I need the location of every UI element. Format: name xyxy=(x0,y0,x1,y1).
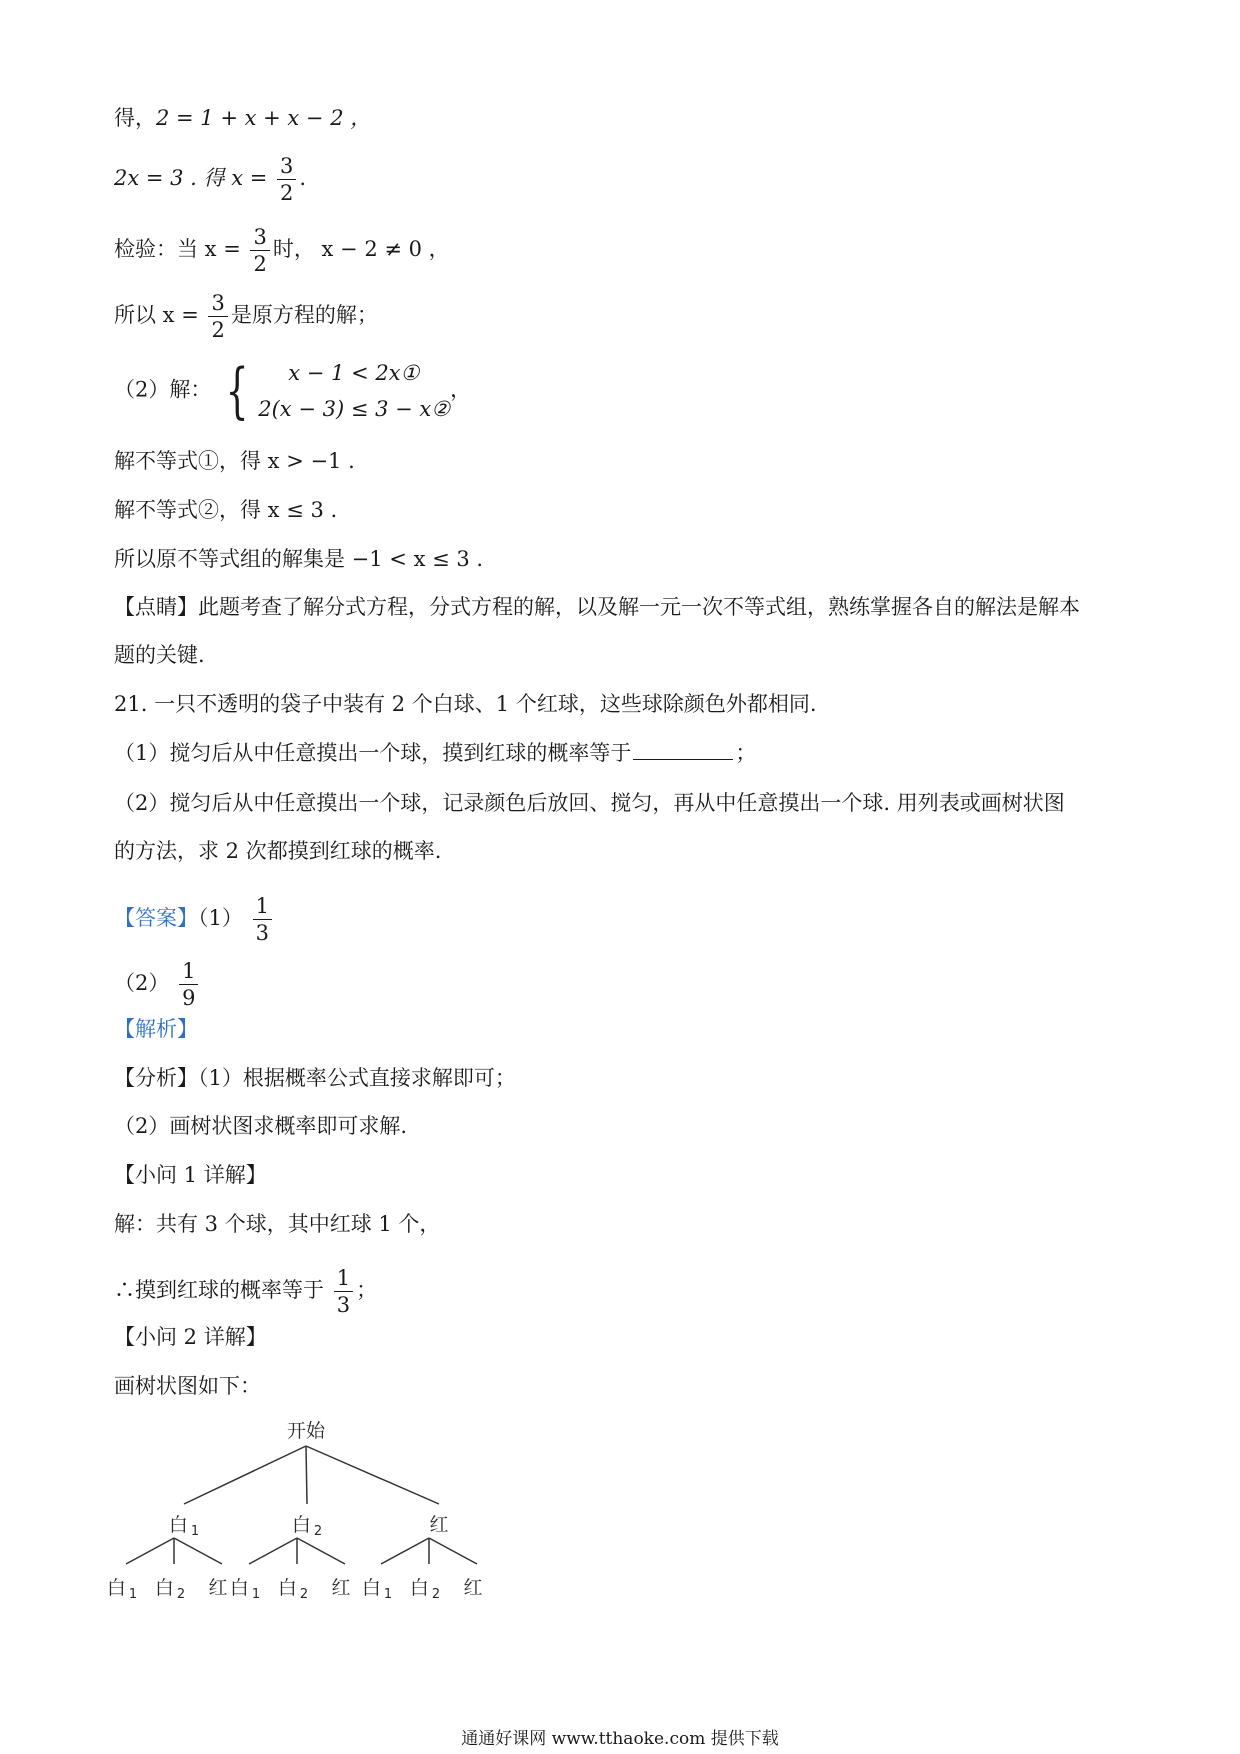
equation-line-1 xyxy=(114,103,371,133)
tree-branch-2-7 xyxy=(381,1538,429,1564)
equation-line-2 xyxy=(114,153,306,206)
text: 所以 x = xyxy=(114,303,199,327)
comment-line-1: 【点睛】此题考查了解分式方程，分式方程的解，以及解一元一次不等式组，熟练掌握各自的解法是解本 xyxy=(114,595,1080,619)
tree-node-level2-5-text: 白 xyxy=(277,1577,297,1599)
tree-node-level2-6 xyxy=(331,1577,350,1599)
text: （1） xyxy=(198,906,243,930)
denominator: 2 xyxy=(253,252,267,276)
tree-node-level2-5 xyxy=(278,1577,308,1602)
text: ； xyxy=(356,1278,378,1302)
tree-branch-2-1 xyxy=(126,1538,174,1564)
text: 时， x − 2 ≠ 0 ， xyxy=(272,237,450,261)
tree-branch-2-9 xyxy=(429,1538,477,1564)
tree-branch-1-3 xyxy=(306,1446,439,1504)
tree-node-level1-2-subscript: 2 xyxy=(313,1524,323,1539)
inequality-system xyxy=(114,355,471,427)
analysis-label: 【解析】 xyxy=(114,1017,198,1041)
tree-branch-1-2 xyxy=(306,1446,307,1504)
subquestion-2-heading: 【小问 2 详解】 xyxy=(114,1325,267,1349)
tree-node-level1-1-text: 白 xyxy=(168,1514,188,1536)
denominator: 9 xyxy=(182,986,196,1010)
system-rows xyxy=(258,355,450,427)
math: 2x = 3 . 得 x = xyxy=(114,166,268,190)
text: ∴摸到红球的概率等于 xyxy=(114,1278,324,1302)
tree-branch-2-6 xyxy=(297,1538,345,1564)
text: 得， xyxy=(114,106,156,130)
tree-node-level1-3-text: 红 xyxy=(429,1514,449,1536)
tree-node-level1-2 xyxy=(292,1514,322,1539)
text: 是原方程的解； xyxy=(230,303,378,327)
question-21-part-2b: 的方法，求 2 次都摸到红球的概率. xyxy=(114,839,442,863)
text: . xyxy=(299,166,307,190)
tree-branch-1-1 xyxy=(184,1446,306,1504)
subquestion-1-line-1: 解：共有 3 个球，其中红球 1 个， xyxy=(114,1212,441,1236)
math: 2 = 1 + x + x − 2 ， xyxy=(156,106,372,130)
comment-line-2: 题的关键. xyxy=(114,643,205,667)
tree-diagram xyxy=(106,1412,574,1602)
numerator: 3 xyxy=(208,290,227,317)
tree-node-level2-8 xyxy=(410,1577,440,1602)
solution-set-line: 所以原不等式组的解集是 −1 < x ≤ 3 . xyxy=(114,547,484,571)
tree-node-level2-7 xyxy=(362,1577,392,1602)
tree-node-level2-2 xyxy=(155,1577,185,1602)
answer-blank xyxy=(633,739,733,760)
solve-line-2: 解不等式②，得 x ≤ 3 . xyxy=(114,498,338,522)
tree-node-level1-3 xyxy=(429,1514,448,1536)
check-line xyxy=(114,224,450,277)
tree-node-level2-3 xyxy=(208,1577,227,1599)
question-21: 21. 一只不透明的袋子中装有 2 个白球、1 个红球，这些球除颜色外都相同. xyxy=(114,692,817,716)
text: ， xyxy=(450,377,472,402)
denominator: 3 xyxy=(336,1293,351,1317)
text: （1）搅匀后从中任意摸出一个球，摸到红球的概率等于 xyxy=(114,741,632,765)
tree-node-level1-1-subscript: 1 xyxy=(190,1524,200,1539)
tree-node-level2-4 xyxy=(230,1577,260,1602)
tree-node-level2-3-text: 红 xyxy=(208,1577,228,1599)
question-21-part-2a: （2）搅匀后从中任意摸出一个球，记录颜色后放回、搅匀，再从中任意摸出一个球. 用列表或画树状图 xyxy=(114,791,1065,815)
tree-node-level1-2-text: 白 xyxy=(291,1514,311,1536)
tree-node-level2-6-text: 红 xyxy=(331,1577,351,1599)
fraction xyxy=(208,290,227,343)
tree-node-level2-1-text: 白 xyxy=(106,1577,126,1599)
tree-node-level2-1-subscript: 1 xyxy=(128,1587,138,1602)
inequality-1: x − 1 < 2x① xyxy=(288,361,420,385)
page-footer: 通通好课网 www.tthaoke.com 提供下载 xyxy=(461,1729,779,1749)
numerator: 3 xyxy=(277,153,296,180)
tree-node-level2-4-subscript: 1 xyxy=(251,1587,261,1602)
denominator: 3 xyxy=(255,921,269,945)
tree-node-level2-5-subscript: 2 xyxy=(299,1587,309,1602)
subquestion-1-line-2 xyxy=(114,1265,377,1318)
tree-node-level2-9 xyxy=(463,1577,482,1599)
tree-node-level2-8-subscript: 2 xyxy=(431,1587,441,1602)
solve-line-1: 解不等式①，得 x > −1 . xyxy=(114,449,355,473)
numerator: 3 xyxy=(250,224,269,251)
denominator: 2 xyxy=(211,318,225,342)
answer-label: 【答案】 xyxy=(114,906,198,930)
numerator: 1 xyxy=(253,893,272,920)
brace-icon: { xyxy=(225,356,249,426)
subquestion-2-line-1: 画树状图如下： xyxy=(114,1374,261,1398)
tree-node-level2-7-subscript: 1 xyxy=(383,1587,393,1602)
tree-lines xyxy=(126,1446,477,1564)
tree-branch-2-4 xyxy=(249,1538,297,1564)
fraction xyxy=(334,1265,353,1318)
text: （2）解： xyxy=(114,377,212,402)
text: （2） xyxy=(114,971,170,995)
numerator: 1 xyxy=(334,1265,353,1292)
fraction xyxy=(277,153,296,206)
fraction xyxy=(253,893,272,946)
inequality-2: 2(x − 3) ≤ 3 − x② xyxy=(258,397,451,421)
text: 检验：当 x = xyxy=(114,237,241,261)
denominator: 2 xyxy=(280,181,294,205)
text: ； xyxy=(735,741,757,765)
numerator: 1 xyxy=(179,958,198,985)
tree-node-level2-7-text: 白 xyxy=(361,1577,381,1599)
system xyxy=(218,355,450,427)
tree-root: 开始 xyxy=(286,1420,326,1442)
tree-node-level2-2-text: 白 xyxy=(154,1577,174,1599)
subquestion-1-heading: 【小问 1 详解】 xyxy=(114,1163,267,1187)
conclusion-line xyxy=(114,290,378,343)
analysis-line-1: 【分析】（1）根据概率公式直接求解即可； xyxy=(114,1066,516,1090)
tree-node-level2-9-text: 红 xyxy=(463,1577,483,1599)
tree-node-level2-2-subscript: 2 xyxy=(176,1587,186,1602)
analysis-line-2: （2）画树状图求概率即可求解. xyxy=(114,1114,408,1138)
tree-labels xyxy=(107,1420,483,1602)
fraction xyxy=(250,224,269,277)
tree-node-level2-4-text: 白 xyxy=(229,1577,249,1599)
tree-node-level1-1 xyxy=(169,1514,199,1539)
question-21-part-1 xyxy=(114,738,756,768)
answer-line-2 xyxy=(114,958,201,1011)
answer-line-1 xyxy=(114,893,275,946)
tree-node-level2-1 xyxy=(107,1577,137,1602)
fraction xyxy=(179,958,198,1011)
tree-branch-2-3 xyxy=(174,1538,222,1564)
tree-node-level2-8-text: 白 xyxy=(409,1577,429,1599)
